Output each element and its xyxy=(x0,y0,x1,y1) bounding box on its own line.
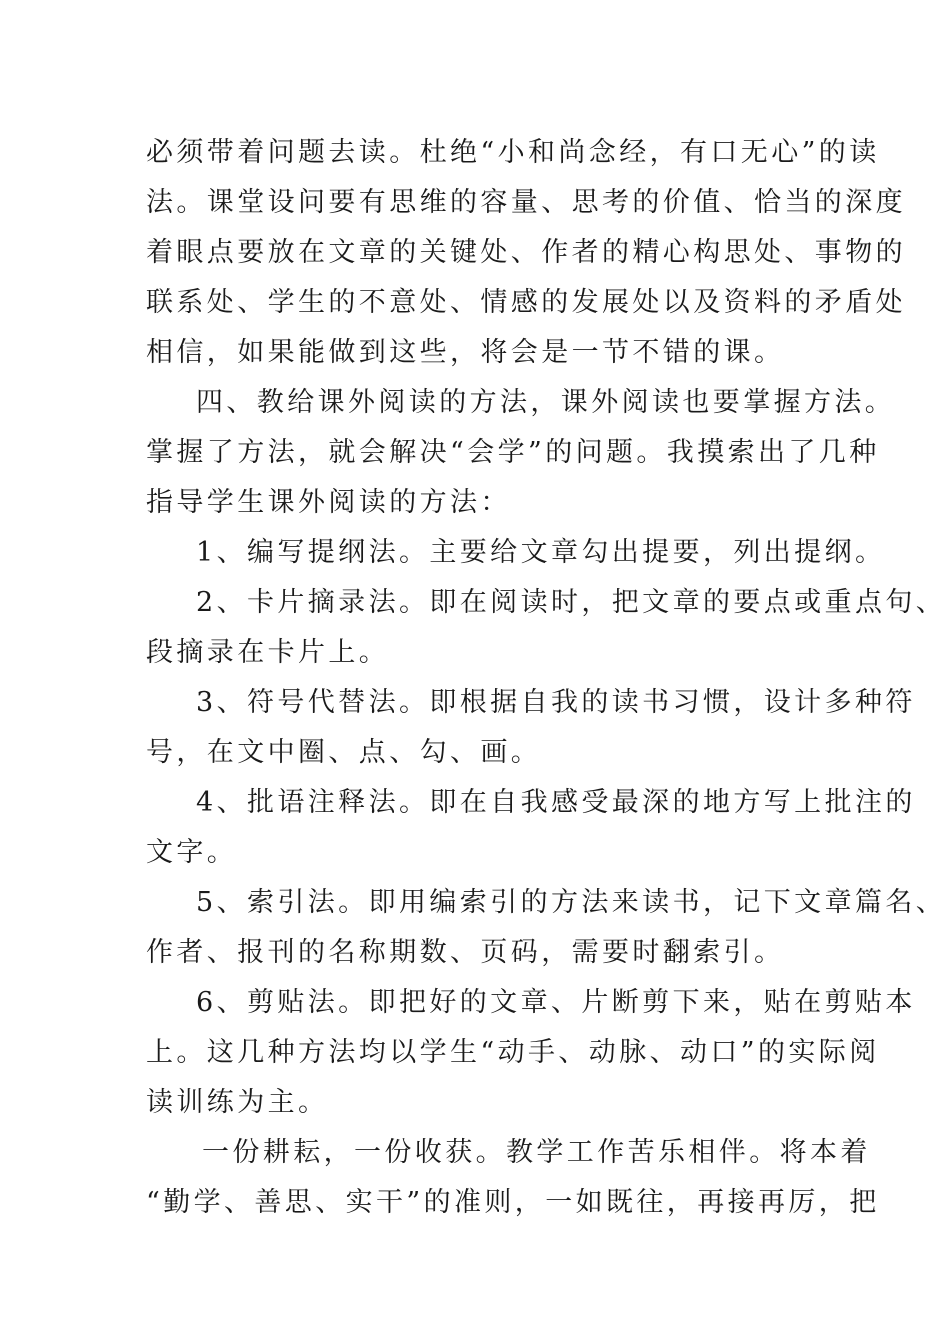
method-item-6: 6、剪贴法。即把好的文章、片断剪下来，贴在剪贴本 xyxy=(196,987,916,1018)
text-line-2: 法。课堂设问要有思维的容量、思考的价值、恰当的深度 xyxy=(146,187,906,218)
method-item-5: 5、索引法。即用编索引的方法来读书，记下文章篇名、 xyxy=(196,887,947,918)
text-line-4: 联系处、学生的不意处、情感的发展处以及资料的矛盾处 xyxy=(146,287,906,318)
document-body xyxy=(146,128,947,1228)
method-item-2: 2、卡片摘录法。即在阅读时，把文章的要点或重点句、 xyxy=(196,587,947,618)
method-item-6-cont: 上。这几种方法均以学生“动手、动脉、动口”的实际阅 xyxy=(146,1037,880,1068)
method-item-6-cont-2: 读训练为主。 xyxy=(146,1087,329,1118)
method-item-5-cont: 作者、报刊的名称期数、页码，需要时翻索引。 xyxy=(146,937,785,968)
method-item-4-cont: 文字。 xyxy=(146,837,238,868)
section-four-heading: 四、教给课外阅读的方法，课外阅读也要掌握方法。 xyxy=(196,387,896,418)
conclusion-paragraph: 一份耕耘，一份收获。教学工作苦乐相伴。将本着 xyxy=(202,1137,871,1168)
text-line-8: 指导学生课外阅读的方法： xyxy=(146,487,511,518)
method-item-1: 1、编写提纲法。主要给文章勾出提要，列出提纲。 xyxy=(196,537,886,568)
conclusion-paragraph-cont: “勤学、善思、实干”的准则，一如既往，再接再厉，把 xyxy=(146,1187,880,1218)
method-item-3: 3、符号代替法。即根据自我的读书习惯，设计多种符 xyxy=(196,687,916,718)
method-item-2-cont: 段摘录在卡片上。 xyxy=(146,637,390,668)
text-line-1: 必须带着问题去读。杜绝“小和尚念经，有口无心”的读 xyxy=(146,137,880,168)
method-item-3-cont: 号，在文中圈、点、勾、画。 xyxy=(146,737,542,768)
text-line-5: 相信，如果能做到这些，将会是一节不错的课。 xyxy=(146,337,785,368)
text-line-7: 掌握了方法，就会解决“会学”的问题。我摸索出了几种 xyxy=(146,437,880,468)
method-item-4: 4、批语注释法。即在自我感受最深的地方写上批注的 xyxy=(196,787,916,818)
text-line-3: 着眼点要放在文章的关键处、作者的精心构思处、事物的 xyxy=(146,237,906,268)
